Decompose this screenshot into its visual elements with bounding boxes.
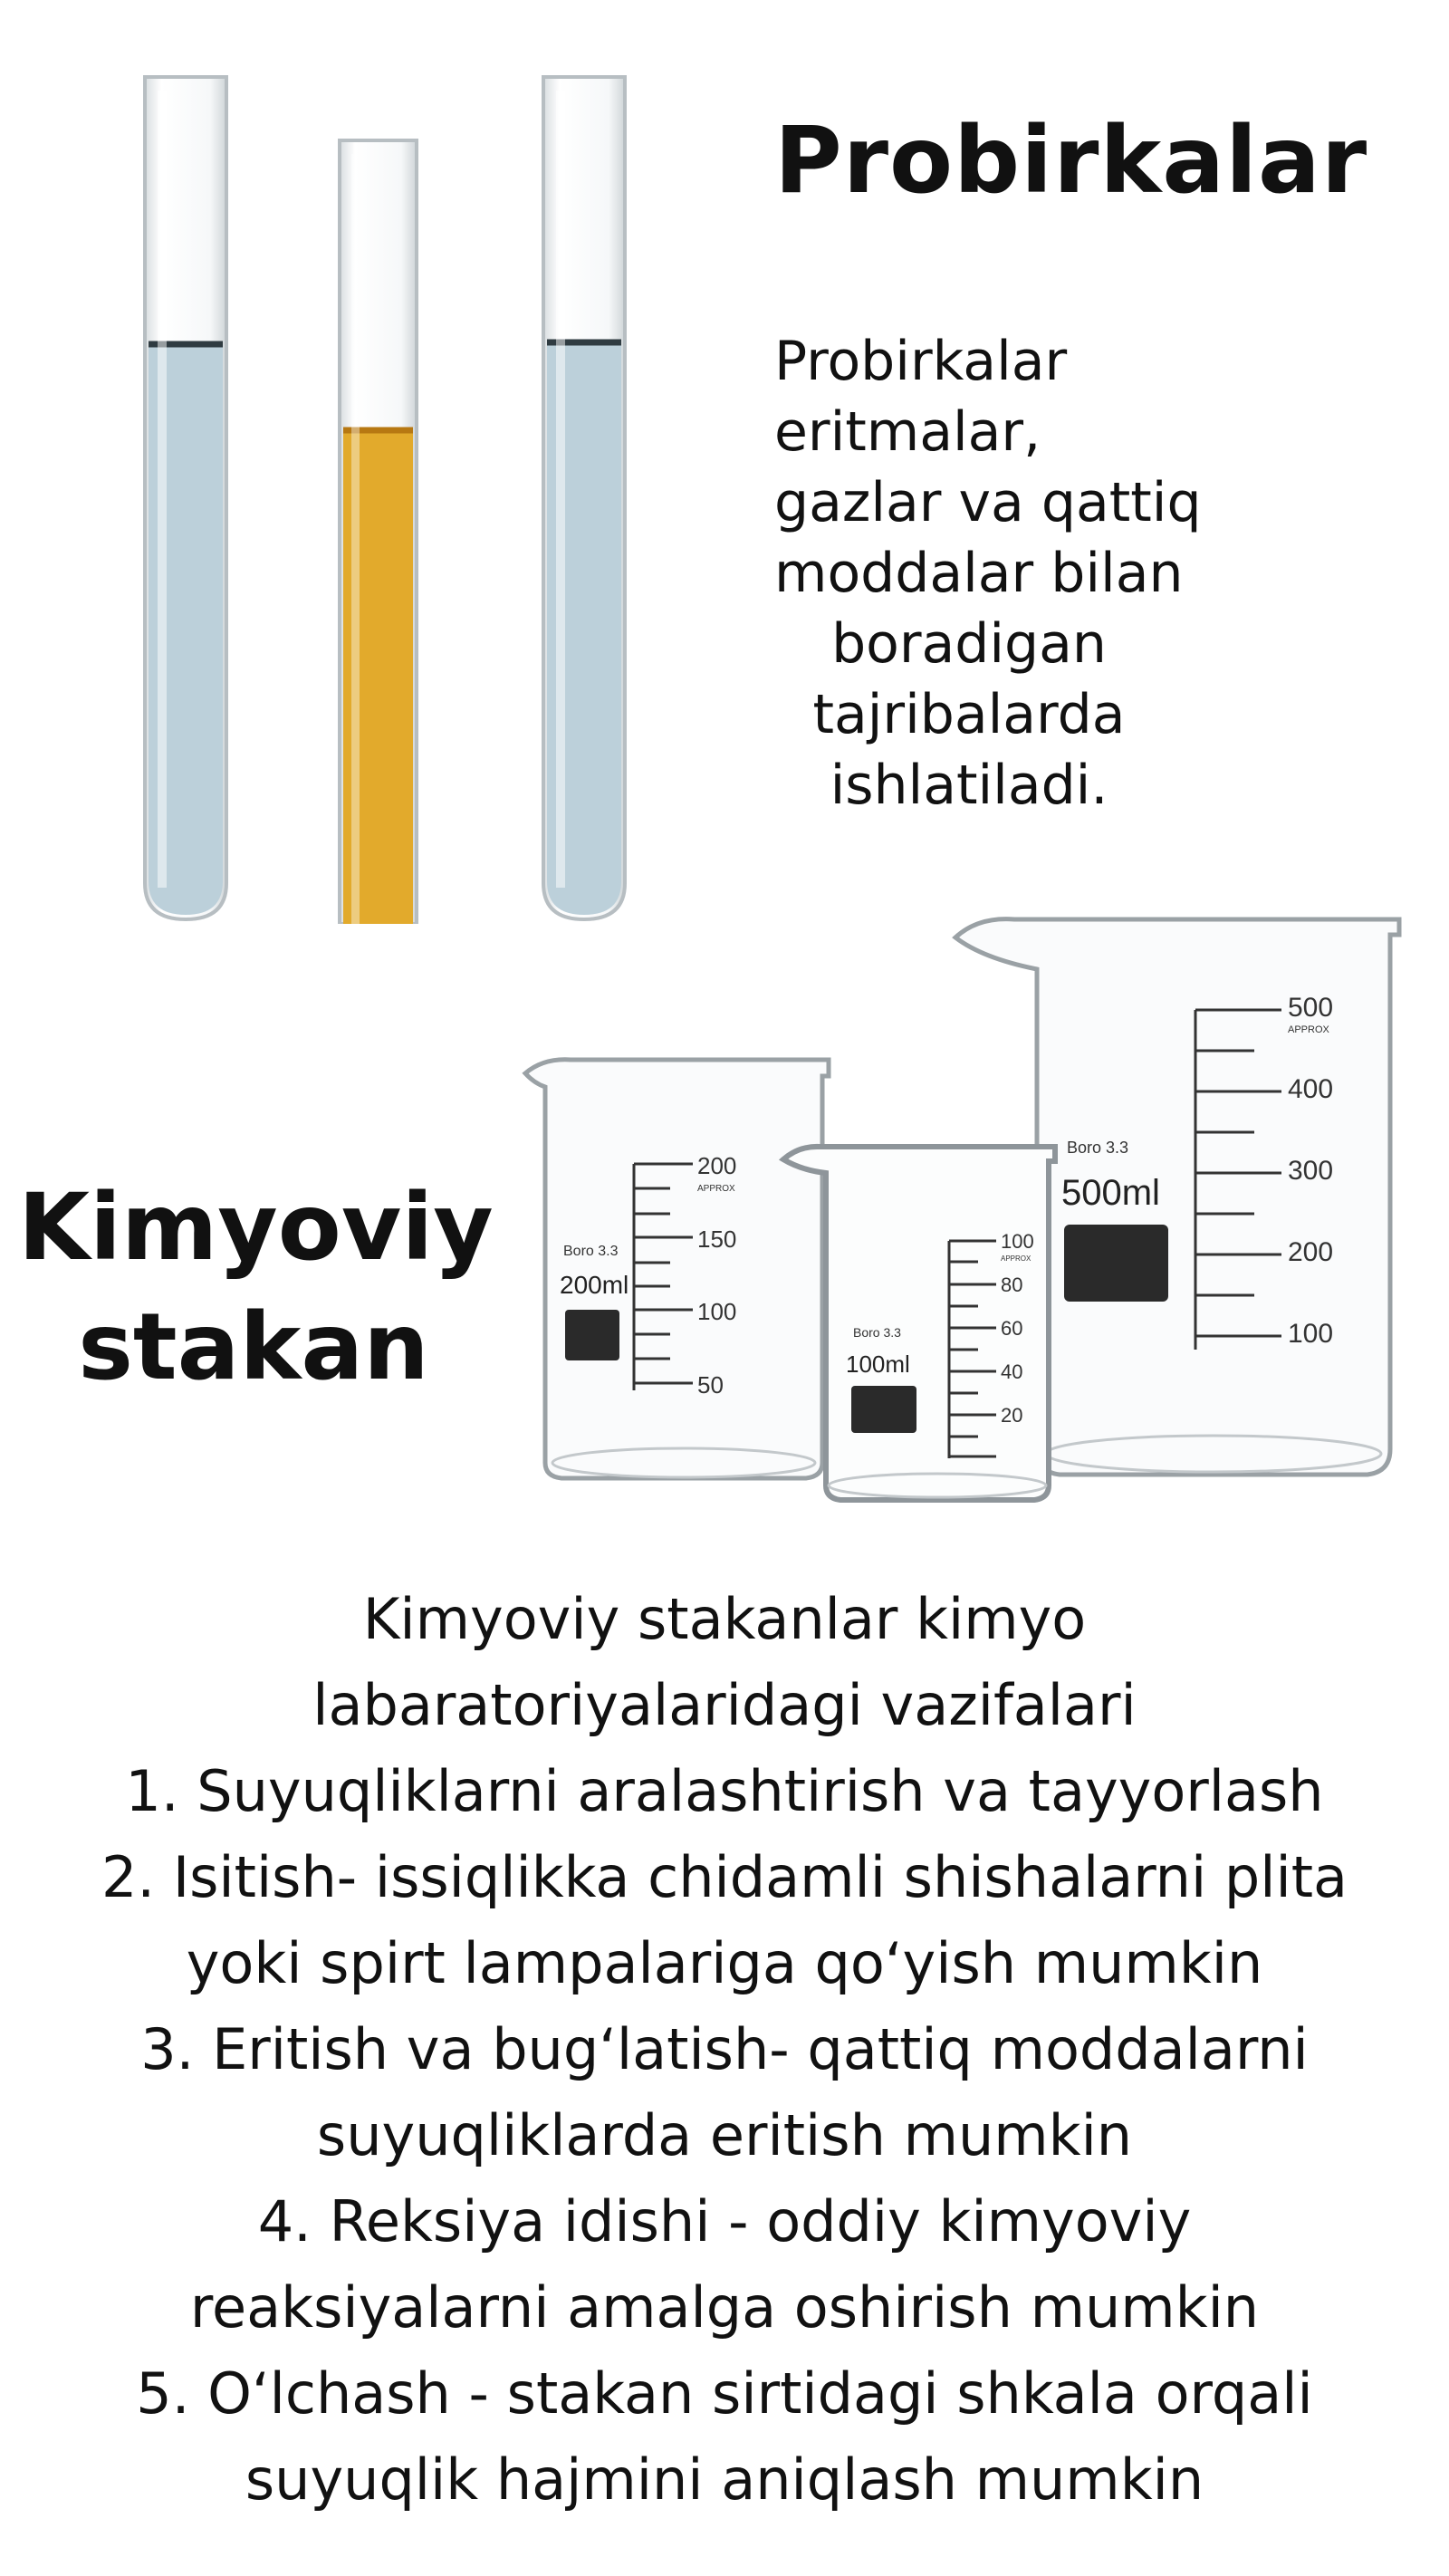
brand-label: Boro 3.3 — [853, 1325, 901, 1340]
description-line: boradigan — [831, 612, 1107, 676]
function-item-line: suyuqliklarda eritish mumkin — [316, 2102, 1133, 2168]
description-line: eritmalar, — [774, 400, 1041, 464]
test-tube-3 — [543, 77, 625, 919]
beaker-title-line: Kimyoviy — [18, 1174, 494, 1282]
description-line: tajribalarda — [812, 683, 1126, 746]
beaker-title-line: stakan — [78, 1293, 429, 1401]
description-line: Probirkalar — [774, 330, 1068, 393]
label-patch — [565, 1310, 619, 1360]
volume-label: 200ml — [560, 1271, 629, 1299]
tick-label: 80 — [1001, 1274, 1023, 1296]
function-item-line: suyuqlik hajmini aniqlash mumkin — [245, 2446, 1204, 2513]
test-tube-1 — [145, 77, 226, 919]
label-patch — [851, 1386, 916, 1433]
beaker-title — [18, 1168, 494, 1408]
tick-label: 20 — [1001, 1404, 1023, 1427]
test-tubes-illustration — [118, 54, 679, 924]
tick-label: 40 — [1001, 1360, 1023, 1383]
function-item-line: 2. Isitish- issiqlikka chidamli shishalarni plita — [101, 1844, 1348, 1910]
tick-label: 200 — [1288, 1237, 1334, 1267]
description-line: moddalar bilan — [774, 542, 1184, 605]
test-tubes-description — [774, 326, 1263, 821]
test-tubes-title: Probirkalar — [774, 107, 1368, 215]
tick-label: 200 — [697, 1152, 737, 1179]
function-item-line: 5. O‘lchash - stakan sirtidagi shkala orqali — [136, 2360, 1313, 2427]
tick-label: 300 — [1288, 1156, 1334, 1186]
volume-label: 100ml — [846, 1350, 910, 1378]
tick-label: 100 — [1001, 1230, 1034, 1253]
description-line: ishlatiladi. — [830, 754, 1108, 817]
function-item-line: 4. Reksiya idishi - oddiy kimyoviy — [257, 2188, 1192, 2254]
beaker-functions-text — [36, 1576, 1413, 2523]
function-item-line: yoki spirt lampalariga qo‘yish mumkin — [186, 1930, 1263, 1996]
tick-label: 400 — [1288, 1074, 1334, 1104]
brand-label: Boro 3.3 — [1067, 1139, 1129, 1157]
description-line: gazlar va qattiq — [774, 471, 1202, 534]
tick-label: 100 — [697, 1298, 737, 1325]
tick-label: 500 — [1288, 993, 1334, 1023]
test-tube-2 — [340, 140, 417, 924]
volume-label: 500ml — [1061, 1173, 1160, 1213]
tick-label: 150 — [697, 1226, 737, 1253]
functions-heading-line: labaratoriyalaridagi vazifalari — [312, 1672, 1137, 1738]
functions-heading-line: Kimyoviy stakanlar kimyo — [362, 1586, 1087, 1652]
approx-label: APPROX — [1288, 1024, 1329, 1035]
label-patch — [1064, 1225, 1168, 1302]
function-item-line: 1. Suyuqliklarni aralashtirish va tayyorlash — [125, 1758, 1324, 1824]
beaker-200ml — [525, 1060, 829, 1478]
function-item-line: 3. Eritish va bug‘latish- qattiq moddalarni — [140, 2016, 1309, 2082]
function-item-line: reaksiyalarni amalga oshirish mumkin — [189, 2274, 1260, 2341]
brand-label: Boro 3.3 — [563, 1244, 619, 1259]
tick-label: 100 — [1288, 1319, 1334, 1349]
approx-label: APPROX — [697, 1184, 735, 1194]
tick-label: 60 — [1001, 1317, 1023, 1340]
tick-label: 50 — [697, 1371, 724, 1399]
approx-label: APPROX — [1001, 1254, 1032, 1263]
beakers-illustration — [507, 897, 1422, 1531]
beaker-100ml — [783, 1147, 1055, 1500]
